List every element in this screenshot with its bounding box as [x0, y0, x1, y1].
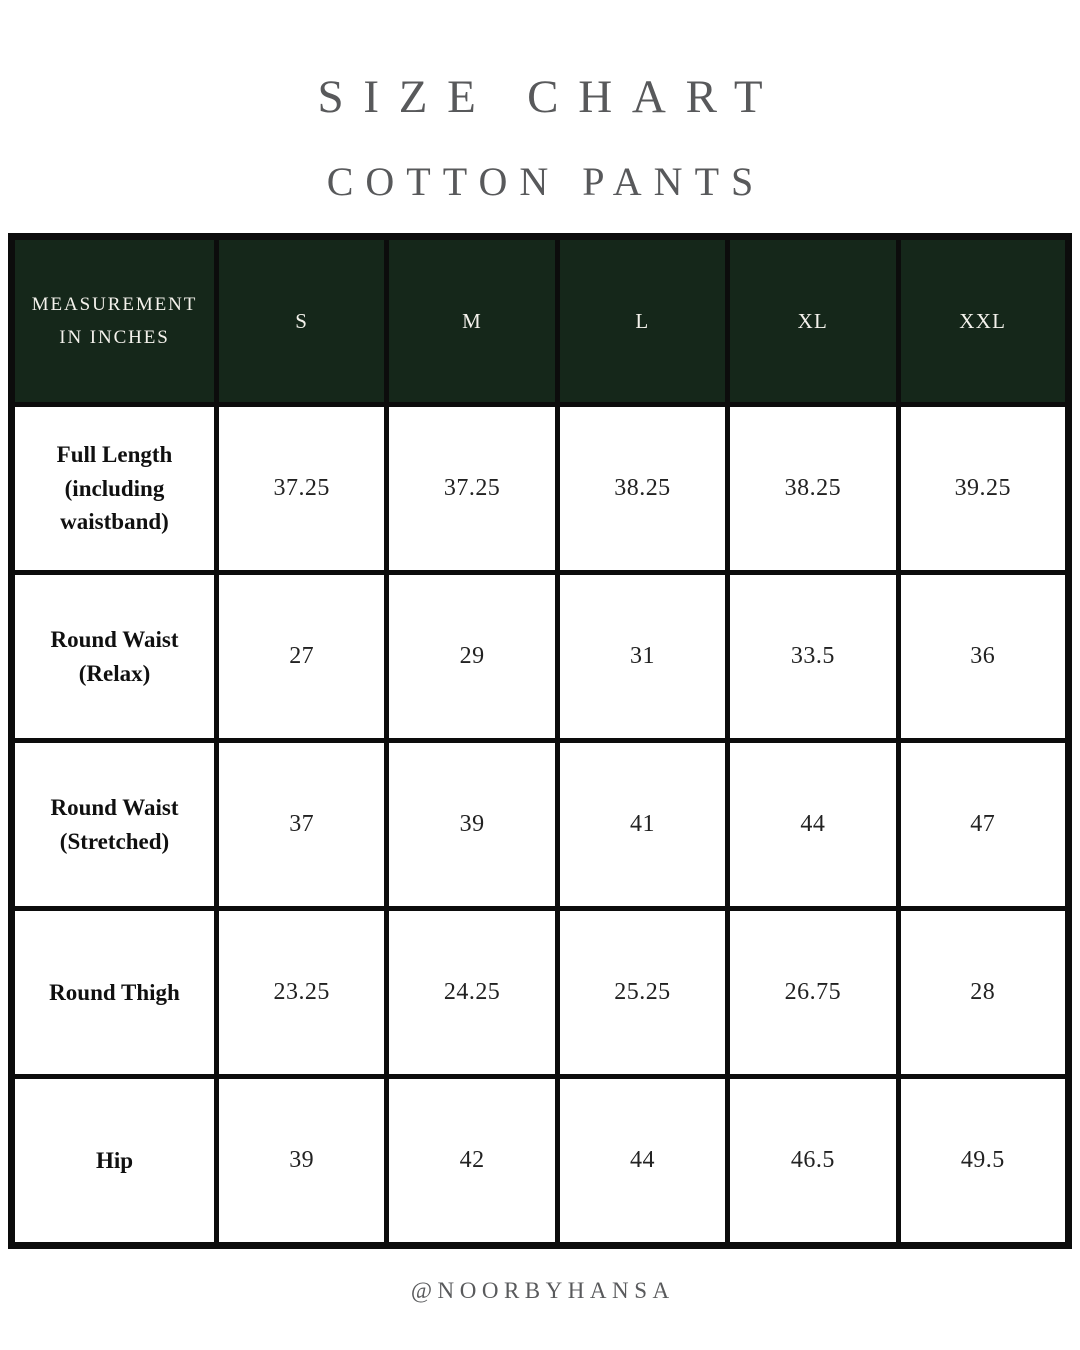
cell-value: 38.25	[728, 405, 898, 573]
column-header-m: M	[387, 237, 557, 405]
cell-value: 33.5	[728, 573, 898, 741]
row-label: Round Waist (Relax)	[12, 573, 217, 741]
cell-value: 41	[557, 741, 727, 909]
cell-value: 36	[898, 573, 1068, 741]
cell-value: 49.5	[898, 1077, 1068, 1246]
column-header-xxl: XXL	[898, 237, 1068, 405]
cell-value: 39	[217, 1077, 387, 1246]
cell-value: 25.25	[557, 909, 727, 1077]
cell-value: 23.25	[217, 909, 387, 1077]
cell-value: 27	[217, 573, 387, 741]
cell-value: 37.25	[217, 405, 387, 573]
cell-value: 26.75	[728, 909, 898, 1077]
column-header-l: L	[557, 237, 727, 405]
cell-value: 38.25	[557, 405, 727, 573]
cell-value: 37.25	[387, 405, 557, 573]
column-header-xl: XL	[728, 237, 898, 405]
cell-value: 47	[898, 741, 1068, 909]
column-header-measurement: MEASUREMENT IN INCHES	[12, 237, 217, 405]
table-row	[12, 741, 1069, 909]
cell-value: 24.25	[387, 909, 557, 1077]
cell-value: 28	[898, 909, 1068, 1077]
cell-value: 31	[557, 573, 727, 741]
cell-value: 42	[387, 1077, 557, 1246]
brand-handle: @NOORBYHANSA	[410, 1278, 675, 1303]
table-row	[12, 405, 1069, 573]
column-header-s: S	[217, 237, 387, 405]
row-label: Round Thigh	[12, 909, 217, 1077]
cell-value: 29	[387, 573, 557, 741]
table-row	[12, 1077, 1069, 1246]
row-label: Hip	[12, 1077, 217, 1246]
cell-value: 44	[728, 741, 898, 909]
cell-value: 46.5	[728, 1077, 898, 1246]
size-chart-table	[8, 233, 1072, 1249]
cell-value: 37	[217, 741, 387, 909]
row-label: Round Waist (Stretched)	[12, 741, 217, 909]
page-subtitle: COTTON PANTS	[326, 159, 766, 204]
table-header	[12, 237, 1069, 405]
cell-value: 39.25	[898, 405, 1068, 573]
cell-value: 44	[557, 1077, 727, 1246]
row-label: Full Length (including waistband)	[12, 405, 217, 573]
table-row	[12, 909, 1069, 1077]
table-row	[12, 573, 1069, 741]
page-title: SIZE CHART	[317, 71, 783, 123]
table-header-row	[12, 237, 1069, 405]
cell-value: 39	[387, 741, 557, 909]
table-body	[12, 405, 1069, 1246]
